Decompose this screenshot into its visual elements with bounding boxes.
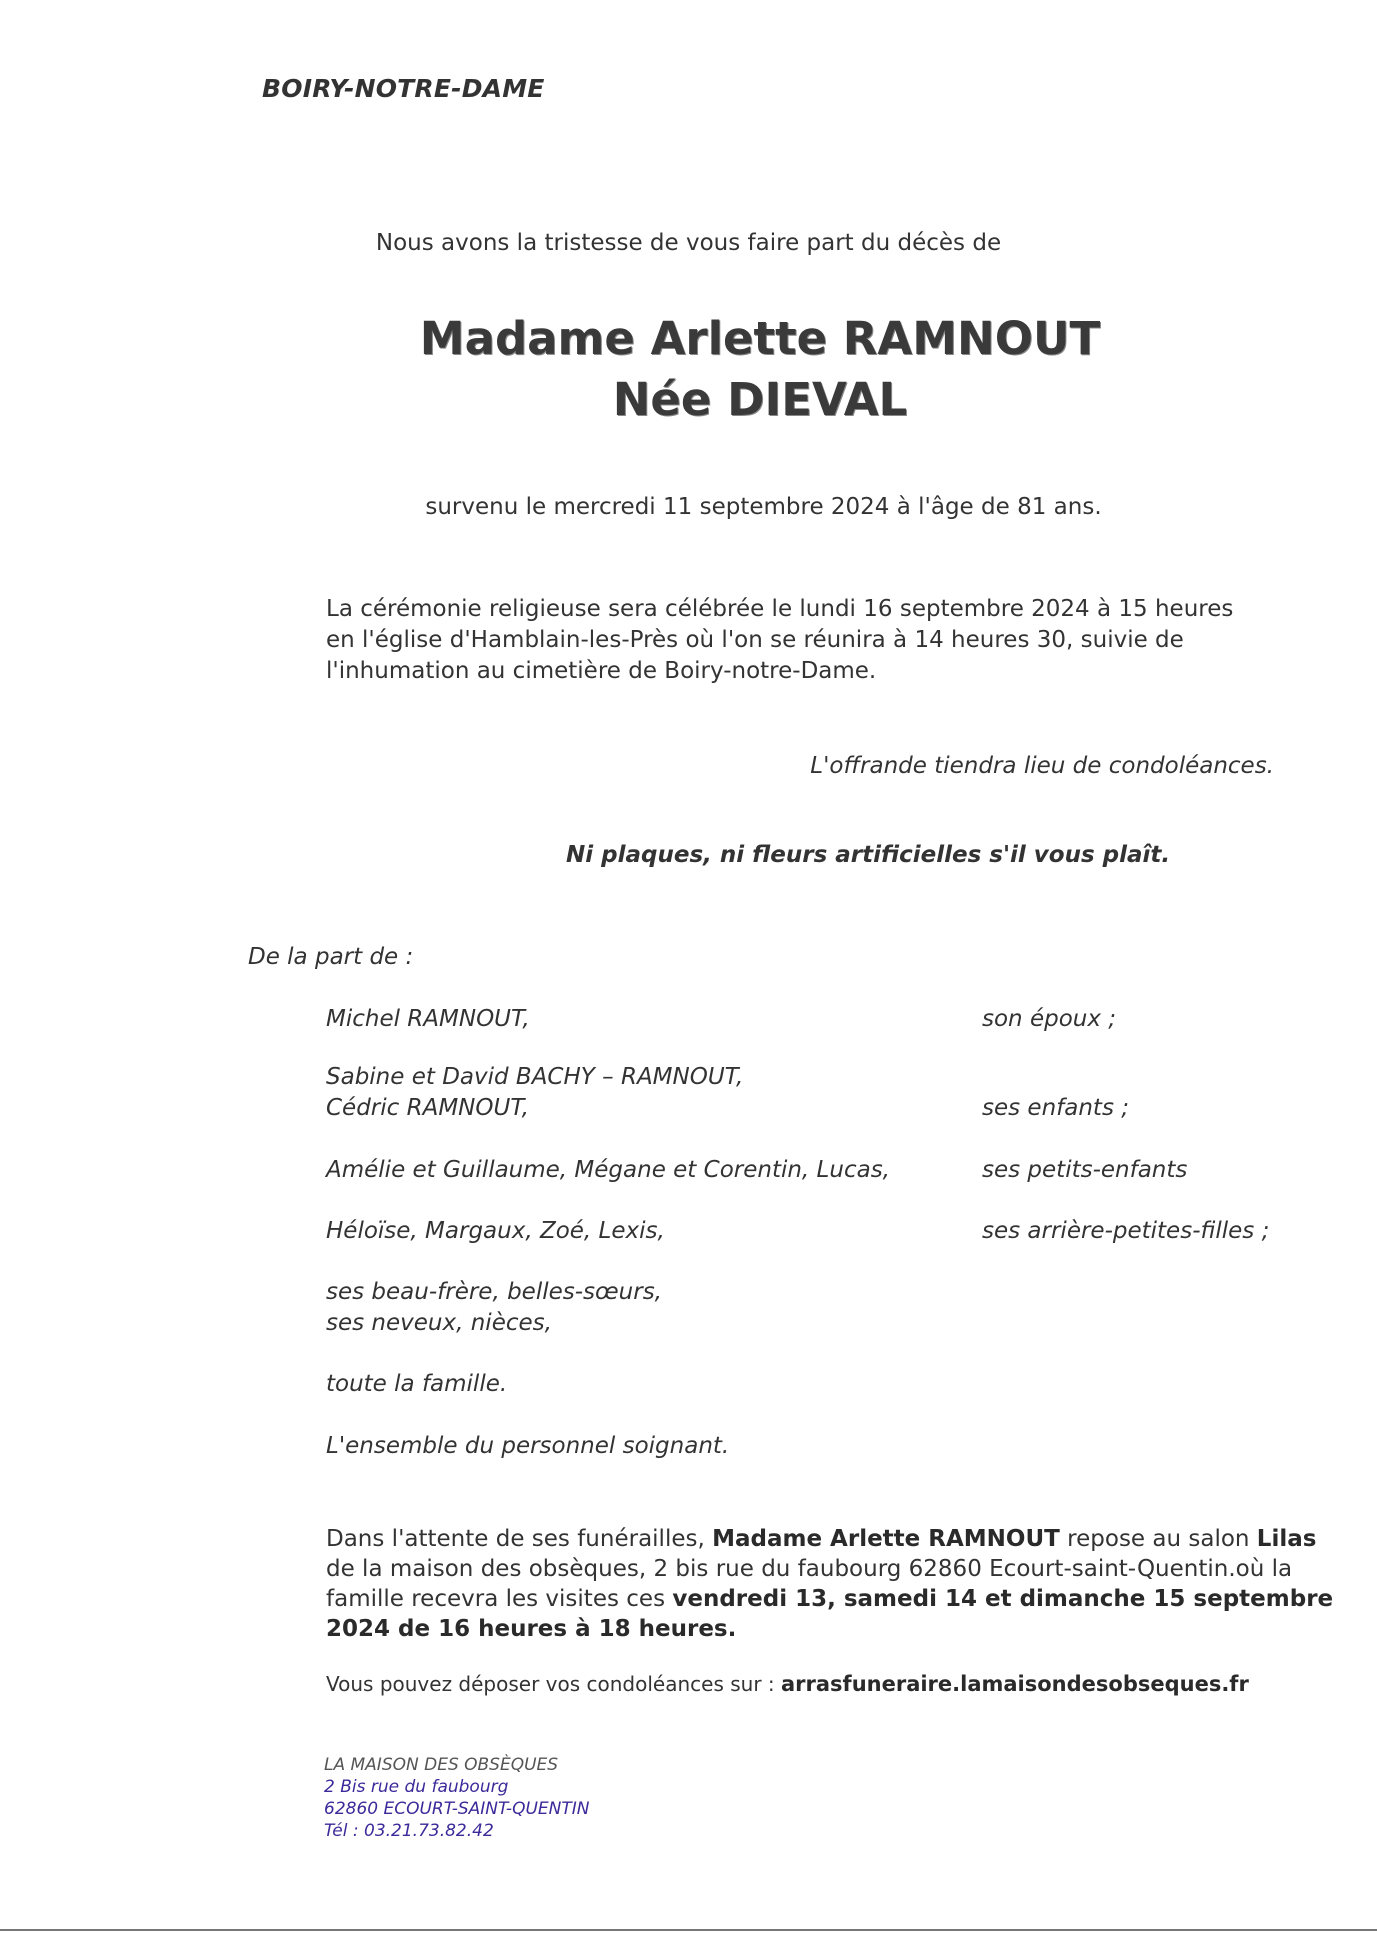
family-relation: son époux ; [982,1006,1117,1032]
family-names: L'ensemble du personnel soignant. [326,1433,730,1459]
funeral-home-address [324,1754,589,1842]
funeral-home-street: 2 Bis rue du faubourg [324,1777,509,1797]
deceased-name: Madame Arlette RAMNOUT [419,312,1101,365]
family-names: toute la famille. [326,1371,508,1397]
visitation-text: repose au salon [1059,1526,1257,1552]
family-names [326,1277,662,1339]
family-names: Amélie et Guillaume, Mégane et Corentin, Lucas, [326,1157,890,1183]
visitation-line [326,1614,1333,1644]
family-relation: ses enfants ; [982,1095,1129,1121]
visitation-dates: vendredi 13, samedi 14 et dimanche 15 septembre [672,1586,1334,1612]
offering-note: L'offrande tiendra lieu de condoléances. [810,753,1274,779]
condolences-website-link[interactable]: arrasfuneraire.lamaisondesobseques.fr [781,1672,1249,1696]
visitation-line [326,1524,1333,1554]
ceremony-line: La cérémonie religieuse sera célébrée le lundi 16 septembre 2024 à 15 heures [326,596,1234,622]
no-flowers-note: Ni plaques, ni fleurs artificielles s'il vous plaît. [566,842,1171,868]
ceremony-line: en l'église d'Hamblain-les-Près où l'on se réunira à 14 heures 30, suivie de [326,627,1184,653]
death-date-line: survenu le mercredi 11 septembre 2024 à l'âge de 81 ans. [425,494,1102,520]
family-names [326,1062,743,1124]
family-names: Michel RAMNOUT, [326,1006,530,1032]
family-name-line: ses neveux, nièces, [326,1310,552,1336]
family-relation: ses arrière-petites-filles ; [982,1218,1270,1244]
condolences-line [326,1672,1249,1696]
visitation-hours: 2024 de 16 heures à 18 heures. [326,1616,737,1642]
funeral-home-city: 62860 ECOURT-SAINT-QUENTIN [324,1799,590,1819]
visitation-paragraph [326,1524,1333,1644]
from-label: De la part de : [248,944,414,970]
family-name-line: Cédric RAMNOUT, [326,1095,529,1121]
family-name-line: Sabine et David BACHY – RAMNOUT, [326,1064,744,1090]
family-relation: ses petits-enfants [982,1157,1188,1183]
family-name-line: ses beau-frère, belles-sœurs, [326,1279,662,1305]
visitation-line [326,1584,1333,1614]
town-heading: BOIRY-NOTRE-DAME [262,74,545,103]
funeral-home-phone: Tél : 03.21.73.82.42 [324,1821,494,1841]
intro-text: Nous avons la tristesse de vous faire part du décès de [375,230,1002,256]
family-names: Héloïse, Margaux, Zoé, Lexis, [326,1218,665,1244]
condolences-text: Vous pouvez déposer vos condoléances sur : [326,1672,781,1696]
salon-name: Lilas [1256,1526,1317,1552]
visitation-name: Madame Arlette RAMNOUT [712,1526,1060,1552]
visitation-text: Dans l'attente de ses funérailles, [326,1526,713,1552]
ceremony-paragraph [326,594,1233,687]
visitation-line: de la maison des obsèques, 2 bis rue du faubourg 62860 Ecourt-saint-Quentin.où la [326,1556,1293,1582]
funeral-home-name: LA MAISON DES OBSÈQUES [324,1755,559,1775]
bottom-divider [0,1929,1377,1931]
visitation-text: famille recevra les visites ces [326,1586,673,1612]
ceremony-line: l'inhumation au cimetière de Boiry-notre-Dame. [326,658,877,684]
maiden-name: Née DIEVAL [612,373,908,426]
